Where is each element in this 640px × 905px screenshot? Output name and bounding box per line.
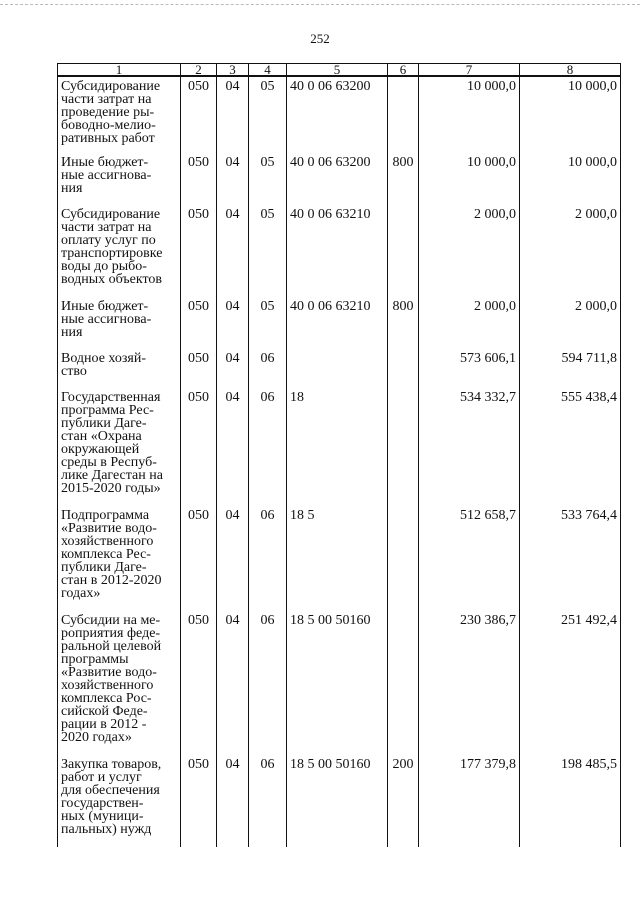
top-edge-rule: [0, 4, 640, 5]
row-cell: 050: [181, 76, 217, 153]
row-cell: 050: [181, 755, 217, 847]
row-name-cell: [58, 349, 181, 388]
row-name-cell: [58, 755, 181, 847]
row-name-cell: [58, 153, 181, 205]
column-header: 1: [58, 64, 181, 77]
row-cell: 04: [217, 205, 249, 297]
row-cell: 05: [249, 205, 287, 297]
column-header: 3: [217, 64, 249, 77]
row-cell: [388, 388, 419, 506]
row-name-cell: [58, 388, 181, 506]
row-cell: 2 000,0: [419, 205, 520, 297]
table-row: [58, 388, 621, 506]
row-cell: 06: [249, 388, 287, 506]
table-header-row: [58, 64, 621, 77]
row-name: Субсидии на ме- роприятия феде- ральной целевой программы «Развитие водо- хозяйственного комплекса Рос- сийской Феде- рации в 2012 - 2020 годах»: [61, 613, 162, 745]
row-cell: 04: [217, 153, 249, 205]
row-name-cell: [58, 611, 181, 755]
row-cell: 04: [217, 506, 249, 611]
row-cell: 40 0 06 63200: [287, 76, 388, 153]
row-name: Водное хозяй- ство: [61, 351, 147, 379]
row-cell: 10 000,0: [520, 153, 621, 205]
row-name: Закупка товаров, работ и услуг для обеспечения государствен- ных (муници- пальных) нужд: [61, 757, 162, 837]
row-cell: 2 000,0: [520, 297, 621, 349]
row-cell: 04: [217, 349, 249, 388]
row-cell: 06: [249, 611, 287, 755]
column-header: 2: [181, 64, 217, 77]
row-cell: 200: [388, 755, 419, 847]
row-cell: 04: [217, 297, 249, 349]
row-cell: 512 658,7: [419, 506, 520, 611]
row-cell: 40 0 06 63210: [287, 297, 388, 349]
table-body: [58, 76, 621, 847]
row-name: Субсидирование части затрат на оплату услуг по транспортировке воды до рыбо- водных объектов: [61, 207, 163, 287]
table-row: [58, 205, 621, 297]
row-cell: 06: [249, 755, 287, 847]
row-cell: [388, 349, 419, 388]
row-name: Субсидирование части затрат на проведение ры- боводно-мелио- ративных работ: [61, 79, 161, 146]
row-cell: 050: [181, 297, 217, 349]
row-cell: 2 000,0: [520, 205, 621, 297]
row-cell: 050: [181, 153, 217, 205]
row-name: Государственная программа Рес- публики Даге- стан «Охрана окружающей среды в Респуб- лике Дагестан на 2015-2020 годы»: [61, 390, 163, 496]
row-cell: 06: [249, 506, 287, 611]
row-cell: 050: [181, 388, 217, 506]
row-cell: 04: [217, 388, 249, 506]
row-cell: 05: [249, 76, 287, 153]
row-cell: [388, 76, 419, 153]
row-cell: 2 000,0: [419, 297, 520, 349]
row-name-cell: [58, 297, 181, 349]
row-cell: 050: [181, 611, 217, 755]
row-cell: 04: [217, 611, 249, 755]
row-cell: 04: [217, 755, 249, 847]
row-name: Иные бюджет- ные ассигнова- ния: [61, 299, 152, 340]
budget-table: [57, 63, 621, 847]
page-number: 252: [310, 31, 330, 46]
row-cell: 40 0 06 63200: [287, 153, 388, 205]
row-cell: 18 5 00 50160: [287, 611, 388, 755]
row-cell: [388, 205, 419, 297]
column-header: 6: [388, 64, 419, 77]
row-cell: 533 764,4: [520, 506, 621, 611]
table-row: [58, 506, 621, 611]
row-cell: 40 0 06 63210: [287, 205, 388, 297]
row-cell: 06: [249, 349, 287, 388]
row-name-cell: [58, 205, 181, 297]
table-row: [58, 153, 621, 205]
row-cell: 050: [181, 205, 217, 297]
row-cell: 198 485,5: [520, 755, 621, 847]
row-cell: [388, 506, 419, 611]
row-cell: 573 606,1: [419, 349, 520, 388]
row-cell: 05: [249, 153, 287, 205]
table-row: [58, 297, 621, 349]
column-header: 8: [520, 64, 621, 77]
row-cell: 800: [388, 153, 419, 205]
column-header: 5: [287, 64, 388, 77]
row-cell: 05: [249, 297, 287, 349]
row-cell: 230 386,7: [419, 611, 520, 755]
row-cell: 594 711,8: [520, 349, 621, 388]
row-cell: 534 332,7: [419, 388, 520, 506]
row-name-cell: [58, 76, 181, 153]
row-cell: 18: [287, 388, 388, 506]
row-cell: [388, 611, 419, 755]
row-cell: 18 5: [287, 506, 388, 611]
column-header: 7: [419, 64, 520, 77]
row-cell: 555 438,4: [520, 388, 621, 506]
table-row: [58, 76, 621, 153]
column-header: 4: [249, 64, 287, 77]
row-cell: 04: [217, 76, 249, 153]
row-cell: 10 000,0: [419, 76, 520, 153]
row-cell: 251 492,4: [520, 611, 621, 755]
table-row: [58, 611, 621, 755]
row-cell: 800: [388, 297, 419, 349]
row-cell: [287, 349, 388, 388]
row-cell: 177 379,8: [419, 755, 520, 847]
row-name: Подпрограмма «Развитие водо- хозяйственного комплекса Рес- публики Даге- стан в 2012-2020 годах»: [61, 508, 162, 601]
row-cell: 050: [181, 349, 217, 388]
row-name: Иные бюджет- ные ассигнова- ния: [61, 155, 152, 196]
table-row: [58, 349, 621, 388]
row-name-cell: [58, 506, 181, 611]
row-cell: 10 000,0: [520, 76, 621, 153]
table-row: [58, 755, 621, 847]
row-cell: 050: [181, 506, 217, 611]
row-cell: 10 000,0: [419, 153, 520, 205]
row-cell: 18 5 00 50160: [287, 755, 388, 847]
